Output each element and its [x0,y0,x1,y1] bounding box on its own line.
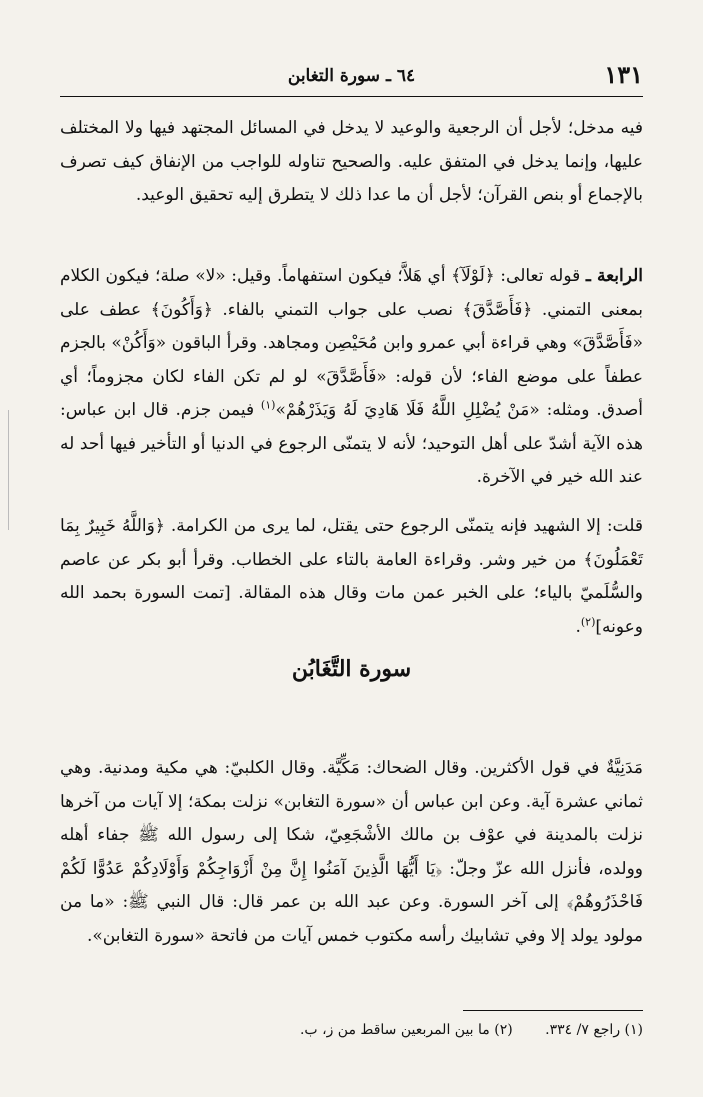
main-text [60,112,643,644]
page-number: ١٣١ [604,60,643,89]
running-title: ٦٤ ـ سورة التغابن [287,66,416,86]
paragraph-2-text: قوله تعالى: ﴿لَوْلَآ﴾ أي هَلاَّ؛ فيكون استفهاماً. وقيل: «لا» صلة؛ فيكون الكلام بمعنى التمني. ﴿فَأَصَّدَّقَ﴾ نصب على جواب التمني بالفاء. ﴿وَأَكُونَ﴾ عطف على «فَأَصَّدَّقَ» وهي قراءة أبي عمرو وابن مُحَيْصِن ومجاهد. وقرأ الباقون «وَأَكُنْ» بالجزم عطفاً على موضع الفاء؛ لأن قوله: «فَأَصَّدَّقَ» لو لم تكن الفاء لكان مجزوماً؛ أي أصدق. ومثله: «مَنْ يُضْلِلِ اللَّهُ فَلَا هَادِيَ لَهُ وَيَذَرْهُمْ» [60,266,643,420]
footnote-1: (١) راجع ٧/ ٣٣٤. [545,1022,643,1038]
paragraph-2 [60,260,643,496]
surah-intro-text: مَدَنِيَّةٌ في قول الأكثرين. وقال الضحاك: مَكِّيَّة. وقال الكلبيّ: هي مكية ومدنية. وهي ثماني عشرة آية. وعن ابن عباس أن «سورة التغابن» نزلت بمكة؛ إلا آيات من آخرها نزلت بالمدينة في عوْف بن مالك الأشْجَعِيّ، شكا إلى رسول الله ﷺ جفاء أهله وولده، فأنزل الله عزّ وجلّ: ﴿يَا أَيُّهَا الَّذِينَ آمَنُوا إِنَّ مِنْ أَزْوَاجِكُمْ وَأَوْلَادِكُمْ عَدُوًّا لَكُمْ فَاحْذَرُوهُمْ﴾ إلى آخر السورة. وعن عبد الله بن عمر قال: قال النبي ﷺ: «ما من مولود يولد إلا وفي تشابيك رأسه مكتوب خمس آيات من فاتحة «سورة التغابن». [60,758,644,946]
paragraph-2-lead: الرابعة ـ [585,266,644,286]
paragraph-2-tail: فيمن جزم. قال ابن عباس: هذه الآية أشدّ على أهل التوحيد؛ لأنه لا يتمنّى الرجوع في الدنيا أو التأخير فيها أحد له عند الله خير في الآخرة. [60,400,643,487]
surah-heading: سورة التَّغَابُن [291,656,412,682]
surah-intro [60,752,643,953]
footnote-2: (٢) ما بين المربعين ساقط من ز، ب. [299,1022,513,1038]
footnote-ref-1[interactable]: (١) [260,398,276,412]
paragraph-3-text: قلت: إلا الشهيد فإنه يتمنّى الرجوع حتى يقتل، لما يرى من الكرامة. ﴿وَاللَّهُ خَبِيرٌ بِمَا تَعْمَلُونَ﴾ من خير وشر. وقراءة العامة بالتاء على الخطاب. وقرأ أبو بكر عن عاصم والسُّلَميّ بالياء؛ على الخبر عمن مات وقال هذه المقالة. [تمت السورة بحمد الله وعونه] [60,516,643,637]
paragraph-3 [60,510,643,644]
paragraph-3-end: . [575,616,581,637]
page-header [60,60,643,97]
footnotes [60,1022,643,1038]
paragraph-1: فيه مدخل؛ لأجل أن الرجعية والوعيد لا يدخل في المسائل المجتهد فيها ولا المختلف عليها، وإنما يدخل في المتفق عليه. والصحيح تناوله للواجب من الإنفاق كيف تصرف بالإجماع أو بنص القرآن؛ لأجل أن ما عدا ذلك لا يتطرق إليه تحقيق الوعيد. [60,118,643,205]
footnote-ref-2[interactable]: (٢) [580,614,596,628]
footnote-divider [463,1010,643,1011]
page-margin-line [8,410,9,530]
